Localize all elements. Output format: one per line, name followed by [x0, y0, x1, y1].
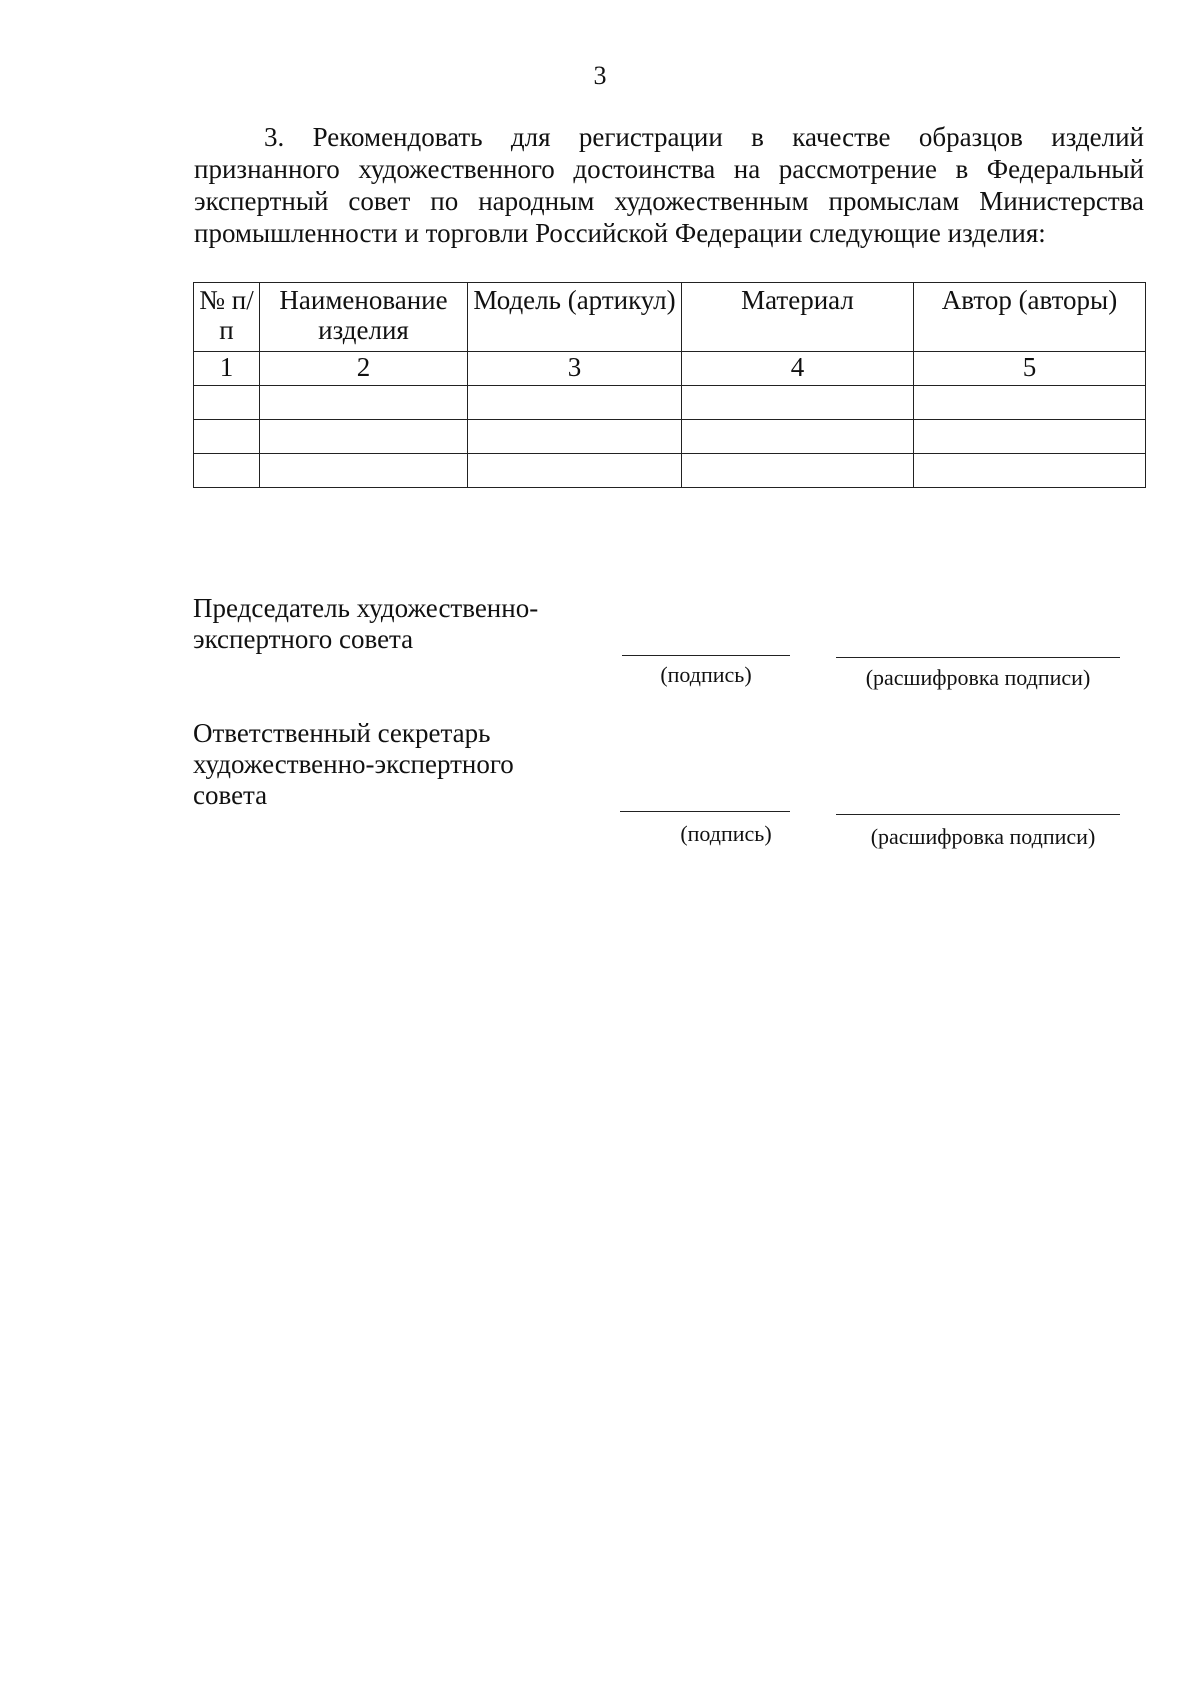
page-number: 3: [593, 61, 607, 90]
table-cell: 3: [468, 352, 682, 386]
chairman-decryption-line: [836, 657, 1120, 658]
items-table: [193, 282, 1146, 488]
recommendation-paragraph: 3. Рекомендовать для регистрации в качестве образцов изделий признанного художественного достоинства на рассмотрение в Федеральный экспертный совет по народным художественным промыслам Министерства промышленности и торговли Российской Федерации следующие изделия:: [194, 122, 1144, 248]
table-cell: [914, 420, 1146, 454]
table-header-row: [194, 283, 1146, 352]
table-cell: [914, 386, 1146, 420]
table-cell: [682, 420, 914, 454]
secretary-signature-line: [620, 811, 790, 812]
table-row: [194, 420, 1146, 454]
table-cell: [260, 420, 468, 454]
table-cell: [468, 386, 682, 420]
table-cell: 5: [914, 352, 1146, 386]
table-cell: 4: [682, 352, 914, 386]
table-row: [194, 386, 1146, 420]
table-cell: [682, 454, 914, 488]
secretary-signature-title: Ответственный секретарь художественно-экспертного совета: [193, 718, 514, 810]
header-cell-model: Модель (артикул): [468, 283, 682, 352]
table-numbers-row: [194, 352, 1146, 386]
secretary-decryption-line: [836, 814, 1120, 815]
table-cell: [260, 454, 468, 488]
header-cell-material: Материал: [682, 283, 914, 352]
table-cell: [468, 454, 682, 488]
header-cell-item-name: Наименование изделия: [260, 283, 468, 352]
table-cell: [194, 454, 260, 488]
table-cell: 1: [194, 352, 260, 386]
chairman-decryption-caption: (расшифровка подписи): [865, 665, 1091, 690]
chairman-signature-line: [622, 655, 790, 656]
table-cell: 2: [260, 352, 468, 386]
table-row: [194, 454, 1146, 488]
table-cell: [260, 386, 468, 420]
table-cell: [682, 386, 914, 420]
table-cell: [468, 420, 682, 454]
chairman-signature-caption: (подпись): [660, 662, 752, 687]
table-cell: [194, 420, 260, 454]
secretary-decryption-caption: (расшифровка подписи): [870, 824, 1096, 849]
secretary-signature-caption: (подпись): [680, 821, 772, 846]
table-cell: [194, 386, 260, 420]
header-cell-author: Автор (авторы): [914, 283, 1146, 352]
table-cell: [914, 454, 1146, 488]
header-cell-number: № п/п: [194, 283, 260, 352]
chairman-signature-title: Председатель художественно- экспертного совета: [193, 593, 539, 654]
